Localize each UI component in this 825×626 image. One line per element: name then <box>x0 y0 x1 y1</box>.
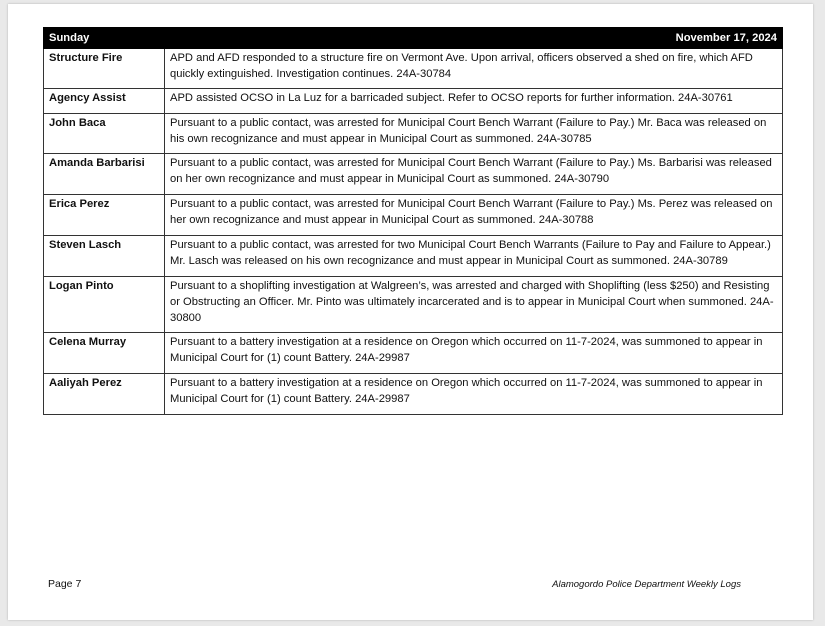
entry-name: Steven Lasch <box>44 236 165 277</box>
table-row <box>44 374 783 415</box>
entry-name: Erica Perez <box>44 195 165 236</box>
entry-description: Pursuant to a public contact, was arrested for Municipal Court Bench Warrant (Failure to Pay.) Mr. Baca was released on his own recognizance and must appear in Municipal Court as summoned. 24A-30785 <box>165 114 783 154</box>
entry-name: Logan Pinto <box>44 277 165 333</box>
entry-name: Aaliyah Perez <box>44 374 165 415</box>
weekly-log-table <box>43 27 783 415</box>
table-row <box>44 49 783 89</box>
entry-description: APD assisted OCSO in La Luz for a barricaded subject. Refer to OCSO reports for further information. 24A-30761 <box>165 89 783 114</box>
entry-description: APD and AFD responded to a structure fire on Vermont Ave. Upon arrival, officers observed a shed on fire, which AFD quickly extinguished. Investigation continues. 24A-30784 <box>165 49 783 89</box>
entry-description: Pursuant to a public contact, was arrested for Municipal Court Bench Warrant (Failure to Pay.) Ms. Barbarisi was released on her own recognizance and must appear in Municipal Court as summoned. 24A-30790 <box>165 154 783 195</box>
table-row <box>44 333 783 374</box>
table-row <box>44 277 783 333</box>
entry-name: John Baca <box>44 114 165 154</box>
document-page <box>8 4 813 620</box>
table-row <box>44 89 783 114</box>
table-row <box>44 236 783 277</box>
entry-name: Amanda Barbarisi <box>44 154 165 195</box>
entry-name: Celena Murray <box>44 333 165 374</box>
document-source: Alamogordo Police Department Weekly Logs <box>552 579 741 590</box>
table-row <box>44 154 783 195</box>
page-number: Page 7 <box>48 578 82 590</box>
day-header: Sunday <box>44 28 165 49</box>
entry-description: Pursuant to a battery investigation at a residence on Oregon which occurred on 11-7-2024, was summoned to appear in Municipal Court for (1) count Battery. 24A-29987 <box>165 374 783 415</box>
entry-description: Pursuant to a public contact, was arrested for Municipal Court Bench Warrant (Failure to Pay.) Ms. Perez was released on her own recognizance and must appear in Municipal Court as summoned. 24A-30788 <box>165 195 783 236</box>
date-header: November 17, 2024 <box>165 28 783 49</box>
entry-name: Agency Assist <box>44 89 165 114</box>
table-row <box>44 114 783 154</box>
entry-description: Pursuant to a shoplifting investigation at Walgreen’s, was arrested and charged with Shoplifting (less $250) and Resisting or Obstructing an Officer. Mr. Pinto was ultimately incarcerated and is to appear in Municipal Court when summoned. 24A-30800 <box>165 277 783 333</box>
entry-description: Pursuant to a public contact, was arrested for two Municipal Court Bench Warrants (Failure to Pay and Failure to Appear.) Mr. Lasch was released on his own recognizance and must appear in Municipal Court as summoned. 24A-30789 <box>165 236 783 277</box>
table-header-row <box>44 28 783 49</box>
entry-description: Pursuant to a battery investigation at a residence on Oregon which occurred on 11-7-2024, was summoned to appear in Municipal Court for (1) count Battery. 24A-29987 <box>165 333 783 374</box>
table-row <box>44 195 783 236</box>
entry-name: Structure Fire <box>44 49 165 89</box>
